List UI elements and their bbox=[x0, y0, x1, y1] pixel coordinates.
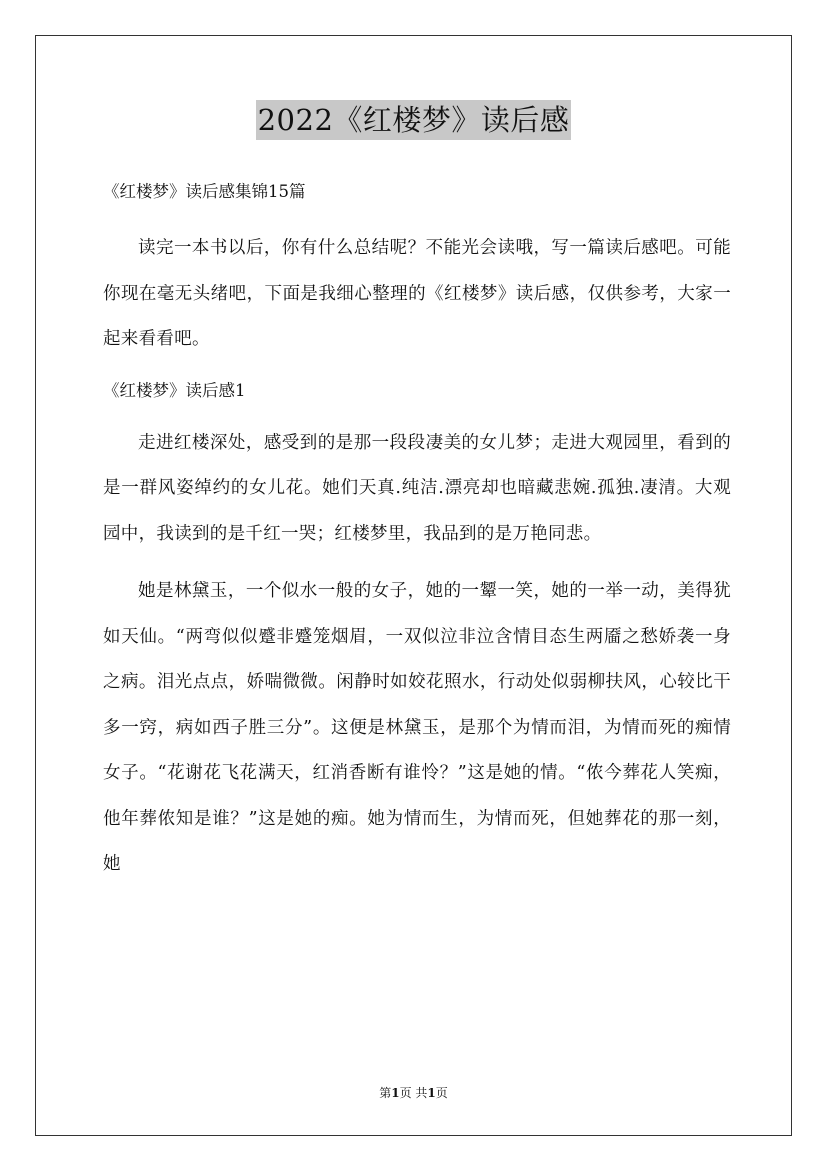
footer-current-page: 1 bbox=[391, 1086, 400, 1100]
footer-suffix: 页 bbox=[435, 1086, 448, 1100]
footer-prefix: 第 bbox=[379, 1086, 392, 1100]
intro-paragraph: 读完一本书以后，你有什么总结呢？不能光会读哦，写一篇读后感吧。可能你现在毫无头绪吧，下面是我细心整理的《红楼梦》读后感，仅供参考，大家一起来看看吧。 bbox=[103, 238, 731, 349]
footer-mid: 页 共 bbox=[399, 1086, 428, 1100]
title-container bbox=[0, 100, 827, 140]
spacer bbox=[103, 210, 731, 226]
spacer bbox=[103, 409, 731, 421]
body-paragraph: 她是林黛玉，一个似水一般的女子，她的一颦一笑，她的一举一动，美得犹如天仙。“两弯似似蹙非蹙笼烟眉，一双似泣非泣含情目态生两靥之愁娇袭一身之病。泪光点点，娇喘微微。闲静时如姣花照水，行动处似弱柳扶风，心较比干多一窍，病如西子胜三分”。这便是林黛玉，是那个为情而泪，为情而死的痴情女子。“花谢花飞花满天，红消香断有谁怜？”这是她的情。“侬今葬花人笑痴，他年葬侬知是谁？”这是她的痴。她为情而生，为情而死，但她葬花的那一刻，她 bbox=[103, 581, 731, 874]
spacer bbox=[103, 363, 731, 373]
body-paragraph: 走进红楼深处，感受到的是那一段段凄美的女儿梦；走进大观园里，看到的是一群风姿绰约的女儿花。她们天真.纯洁.漂亮却也暗藏悲婉.孤独.凄清。大观园中，我读到的是千红一哭；红楼梦里，我品到的是万艳同悲。 bbox=[103, 432, 731, 544]
section-heading: 《红楼梦》读后感1 bbox=[103, 380, 246, 400]
document-subtitle: 《红楼梦》读后感集锦15篇 bbox=[103, 182, 306, 201]
page-footer bbox=[0, 1084, 827, 1102]
footer-total-pages: 1 bbox=[427, 1086, 436, 1100]
document-body bbox=[103, 174, 731, 888]
document-title: 2022《红楼梦》读后感 bbox=[256, 100, 572, 140]
spacer bbox=[103, 557, 731, 569]
